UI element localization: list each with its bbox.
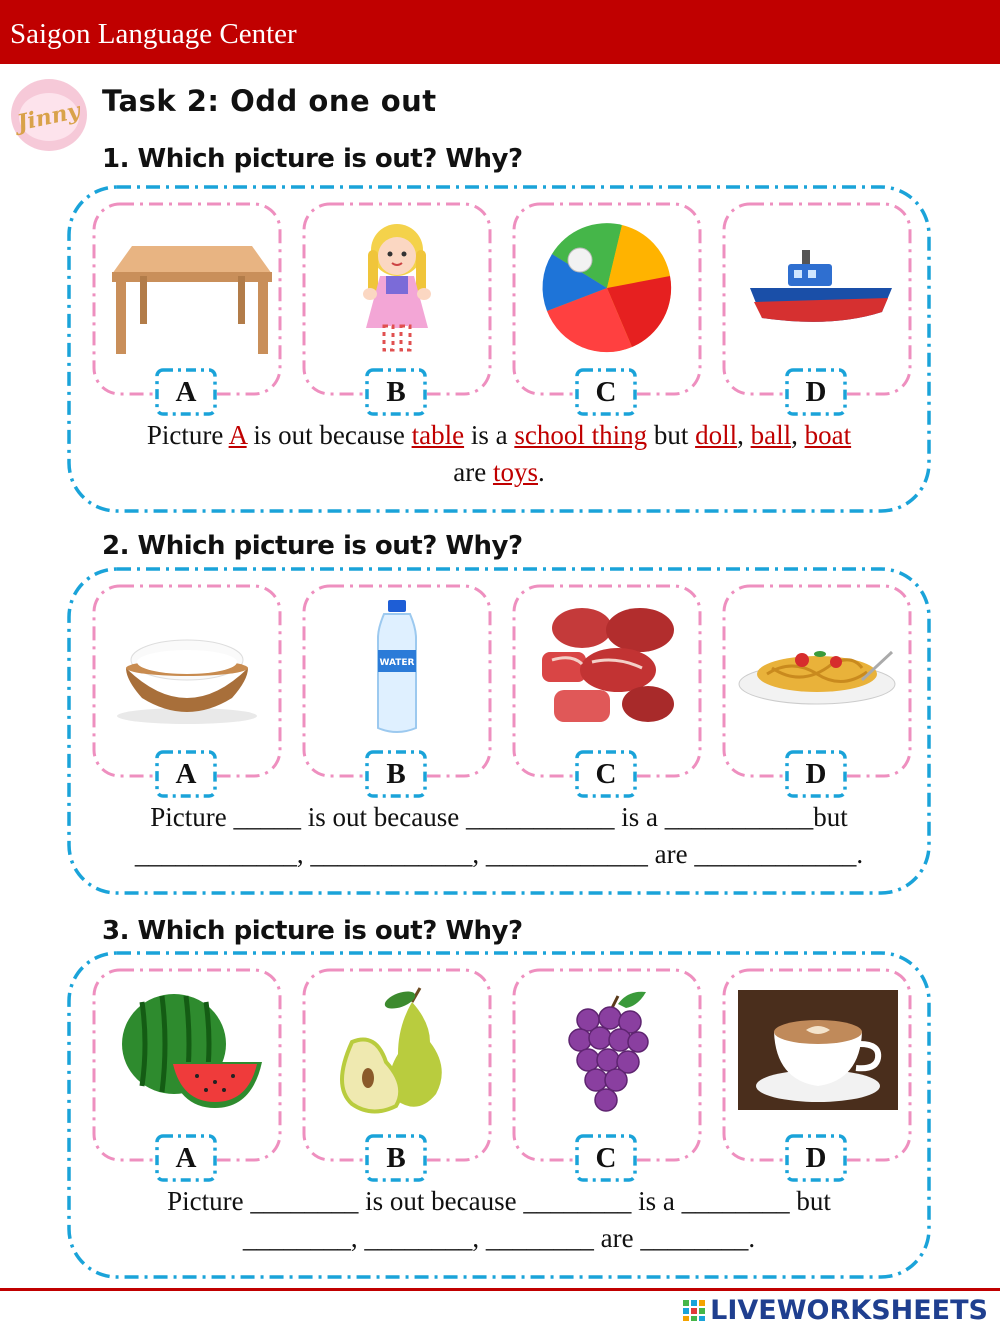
task-title: Task 2: Odd one out xyxy=(102,84,437,118)
option-letter: B xyxy=(386,376,406,408)
option-label-box xyxy=(785,1134,847,1182)
answer-odd-category: school thing xyxy=(514,420,648,450)
header-title: Saigon Language Center xyxy=(10,18,297,50)
watermelon-icon xyxy=(102,982,272,1122)
question-1-panel xyxy=(66,184,932,514)
answer-sentence-2[interactable] xyxy=(66,799,932,873)
answer-letter: A xyxy=(228,420,247,450)
answer-line-1[interactable]: Picture _____ is out because ___________ is a ___________but xyxy=(150,802,848,832)
option-letter: A xyxy=(175,1142,197,1174)
option-letter: C xyxy=(595,376,617,408)
option-card-a[interactable] xyxy=(92,584,282,790)
answer-group-category: toys xyxy=(492,457,538,487)
question-3-panel xyxy=(66,950,932,1280)
option-card-c[interactable] xyxy=(512,968,702,1174)
answer-line-1[interactable]: Picture ________ is out because ________ is a ________ but xyxy=(167,1186,831,1216)
answer-line-2[interactable]: ________, ________, ________ are ________. xyxy=(242,1223,756,1253)
footer xyxy=(682,1293,988,1327)
question-2-title: 2. Which picture is out? Why? xyxy=(102,531,523,561)
option-card-c[interactable] xyxy=(512,202,702,408)
answer-line-2[interactable]: ____________, ____________, ____________ are ____________. xyxy=(134,839,864,869)
header-bar xyxy=(0,0,1000,64)
option-label-box xyxy=(155,1134,217,1182)
svg-text:WATER: WATER xyxy=(379,658,415,668)
option-card-b[interactable] xyxy=(302,584,492,790)
option-label-box xyxy=(365,368,427,416)
coffee-cup-icon xyxy=(732,982,902,1122)
option-letter: C xyxy=(595,1142,617,1174)
grapes-icon xyxy=(522,982,692,1122)
answer-item-3: boat xyxy=(804,420,852,450)
option-letter: B xyxy=(386,1142,406,1174)
option-letter: D xyxy=(805,758,827,790)
question-1-title: 1. Which picture is out? Why? xyxy=(102,144,523,174)
option-card-a[interactable] xyxy=(92,968,282,1174)
doll-icon xyxy=(312,216,482,356)
option-label-box xyxy=(785,368,847,416)
svg-text:Jinny: Jinny xyxy=(14,97,83,137)
answer-odd-item: table xyxy=(411,420,465,450)
option-label-box xyxy=(575,750,637,798)
option-card-b[interactable] xyxy=(302,968,492,1174)
question-3-title: 3. Which picture is out? Why? xyxy=(102,916,523,946)
option-card-a[interactable] xyxy=(92,202,282,408)
rice-bowl-icon xyxy=(102,598,272,738)
option-letter: B xyxy=(386,758,406,790)
answer-item-1: doll xyxy=(695,420,738,450)
footer-brand[interactable]: LIVEWORKSHEETS xyxy=(710,1294,988,1326)
option-label-box xyxy=(785,750,847,798)
option-label-box xyxy=(575,368,637,416)
option-card-d[interactable] xyxy=(722,968,912,1174)
option-card-c[interactable] xyxy=(512,584,702,790)
question-2-panel xyxy=(66,566,932,896)
answer-item-2: ball xyxy=(750,420,792,450)
option-label-box xyxy=(155,368,217,416)
meat-icon xyxy=(522,598,692,738)
liveworksheets-logo-icon xyxy=(682,1298,706,1322)
answer-sentence-3[interactable] xyxy=(66,1183,932,1257)
option-card-b[interactable] xyxy=(302,202,492,408)
option-letter: A xyxy=(175,376,197,408)
option-card-d[interactable] xyxy=(722,584,912,790)
option-card-d[interactable] xyxy=(722,202,912,408)
table-icon xyxy=(102,216,272,356)
option-label-box xyxy=(155,750,217,798)
option-letter: A xyxy=(175,758,197,790)
option-letter: D xyxy=(805,376,827,408)
option-label-box xyxy=(365,750,427,798)
option-label-box xyxy=(575,1134,637,1182)
pear-icon xyxy=(312,982,482,1122)
answer-sentence-1: Picture A is out because table is a school thing but doll, ball, boat are toys. xyxy=(146,420,852,487)
option-label-box xyxy=(365,1134,427,1182)
option-letter: C xyxy=(595,758,617,790)
ball-icon xyxy=(522,216,692,356)
option-letter: D xyxy=(805,1142,827,1174)
spaghetti-icon xyxy=(732,598,902,738)
boat-icon xyxy=(732,216,902,356)
footer-divider xyxy=(0,1288,1000,1291)
jinny-logo xyxy=(8,74,90,156)
water-bottle-icon xyxy=(312,598,482,738)
